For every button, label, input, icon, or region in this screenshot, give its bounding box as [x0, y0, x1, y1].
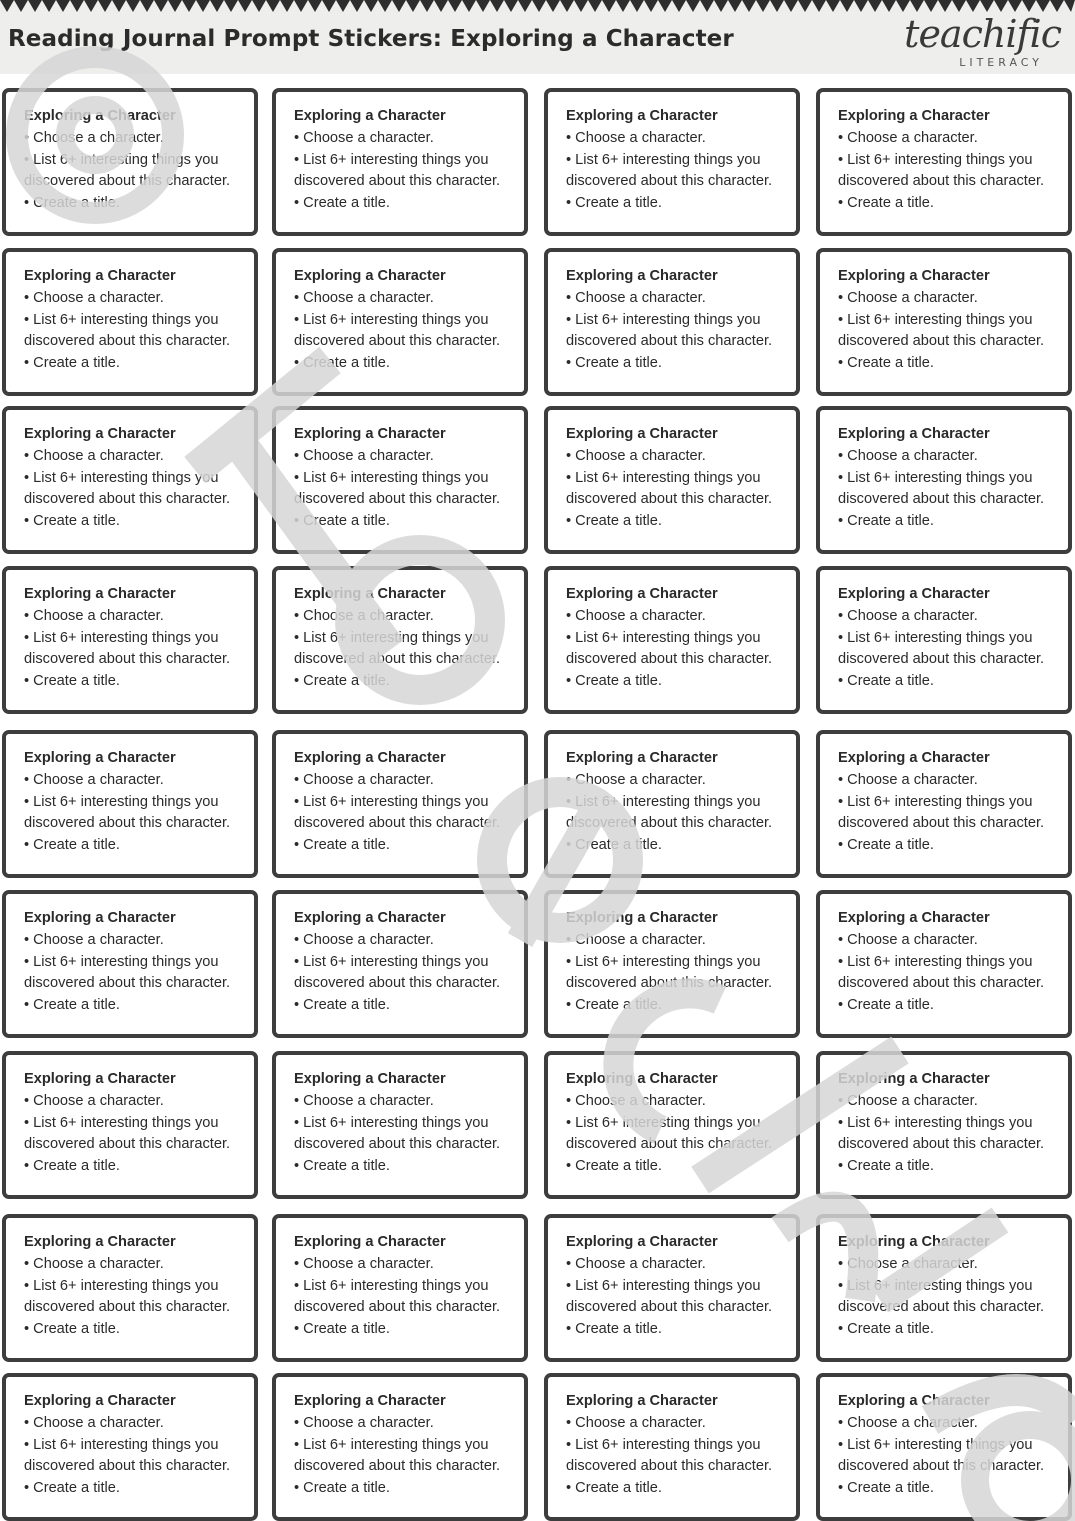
sticker-content — [24, 1069, 248, 1178]
sticker-line: • List 6+ interesting things you — [838, 953, 1033, 970]
sticker-line: • Create a title. — [294, 837, 390, 854]
sticker-card — [544, 406, 800, 554]
sticker-line: • Create a title. — [24, 195, 120, 212]
sticker-title: Exploring a Character — [566, 1071, 718, 1087]
sticker-title: Exploring a Character — [838, 1234, 990, 1250]
sticker-content — [838, 1069, 1062, 1178]
sticker-line: • Choose a character. — [566, 1414, 706, 1431]
sticker-line: • Create a title. — [838, 355, 934, 372]
sticker-title: Exploring a Character — [24, 910, 176, 926]
sticker-line: • Choose a character. — [566, 771, 706, 788]
sticker-line: • List 6+ interesting things you — [566, 311, 761, 328]
sticker-title: Exploring a Character — [838, 586, 990, 602]
sticker-line: • Create a title. — [294, 1480, 390, 1497]
sticker-line: • Choose a character. — [294, 129, 434, 146]
sticker-title: Exploring a Character — [294, 426, 446, 442]
sticker-content — [294, 1232, 518, 1341]
sticker-content — [294, 1391, 518, 1500]
sticker-line: • Choose a character. — [838, 1255, 978, 1272]
sticker-content — [566, 1391, 790, 1500]
sticker-line: • Create a title. — [294, 1321, 390, 1338]
sticker-line: • List 6+ interesting things you — [838, 1114, 1033, 1131]
sticker-title: Exploring a Character — [294, 1071, 446, 1087]
sticker-title: Exploring a Character — [838, 750, 990, 766]
sticker-line: discovered about this character. — [566, 491, 773, 508]
sticker-card — [544, 566, 800, 714]
sticker-line: • List 6+ interesting things you — [24, 953, 219, 970]
sticker-line: discovered about this character. — [838, 815, 1045, 832]
sticker-line: • Choose a character. — [24, 607, 164, 624]
sticker-line: • List 6+ interesting things you — [566, 629, 761, 646]
sticker-title: Exploring a Character — [294, 108, 446, 124]
sticker-line: • Choose a character. — [838, 289, 978, 306]
sticker-card — [544, 248, 800, 396]
sticker-line: • List 6+ interesting things you — [24, 1436, 219, 1453]
sticker-line: • Choose a character. — [24, 1255, 164, 1272]
sticker-card — [2, 88, 258, 236]
sticker-line: • Choose a character. — [294, 607, 434, 624]
sticker-line: discovered about this character. — [566, 333, 773, 350]
sticker-content — [838, 748, 1062, 857]
sticker-card — [2, 1373, 258, 1521]
sticker-line: discovered about this character. — [24, 491, 231, 508]
sticker-title: Exploring a Character — [24, 108, 176, 124]
sticker-line: • Create a title. — [24, 1480, 120, 1497]
sticker-line: • Choose a character. — [838, 607, 978, 624]
sticker-line: discovered about this character. — [24, 975, 231, 992]
sticker-line: • Create a title. — [566, 1158, 662, 1175]
sticker-line: • List 6+ interesting things you — [566, 953, 761, 970]
sticker-line: • Create a title. — [566, 195, 662, 212]
sticker-card — [816, 730, 1072, 878]
sticker-line: discovered about this character. — [294, 1299, 501, 1316]
sticker-line: • Choose a character. — [566, 447, 706, 464]
sticker-content — [294, 584, 518, 693]
sticker-line: • Create a title. — [24, 997, 120, 1014]
sticker-line: • List 6+ interesting things you — [294, 1277, 489, 1294]
sticker-line: • Create a title. — [838, 1480, 934, 1497]
sticker-line: • List 6+ interesting things you — [24, 629, 219, 646]
sticker-content — [566, 106, 790, 215]
sticker-line: discovered about this character. — [294, 651, 501, 668]
sticker-line: • List 6+ interesting things you — [566, 793, 761, 810]
sticker-line: discovered about this character. — [838, 491, 1045, 508]
sticker-line: discovered about this character. — [294, 975, 501, 992]
sticker-line: • Create a title. — [566, 355, 662, 372]
sticker-line: • Choose a character. — [566, 931, 706, 948]
sticker-line: • Create a title. — [838, 673, 934, 690]
sticker-card — [816, 88, 1072, 236]
sticker-content — [838, 1232, 1062, 1341]
sticker-line: • List 6+ interesting things you — [838, 151, 1033, 168]
sticker-line: discovered about this character. — [566, 173, 773, 190]
sticker-content — [24, 106, 248, 215]
sticker-title: Exploring a Character — [838, 108, 990, 124]
sticker-line: • Choose a character. — [294, 1414, 434, 1431]
sticker-line: discovered about this character. — [294, 815, 501, 832]
sticker-line: discovered about this character. — [566, 815, 773, 832]
sticker-card — [272, 88, 528, 236]
sticker-card — [816, 1214, 1072, 1362]
brand-name: teachific — [904, 12, 1061, 56]
sticker-title: Exploring a Character — [566, 1393, 718, 1409]
sticker-content — [566, 1232, 790, 1341]
sticker-line: discovered about this character. — [294, 333, 501, 350]
sticker-title: Exploring a Character — [566, 426, 718, 442]
sticker-card — [272, 890, 528, 1038]
sticker-title: Exploring a Character — [294, 750, 446, 766]
sticker-line: • Choose a character. — [24, 129, 164, 146]
page-title: Reading Journal Prompt Stickers: Exploring a Character — [8, 26, 734, 52]
sticker-title: Exploring a Character — [24, 750, 176, 766]
sticker-title: Exploring a Character — [294, 910, 446, 926]
sticker-title: Exploring a Character — [838, 426, 990, 442]
sticker-line: • Create a title. — [838, 1158, 934, 1175]
sticker-line: • List 6+ interesting things you — [566, 1277, 761, 1294]
sticker-card — [816, 566, 1072, 714]
sticker-line: • Choose a character. — [24, 931, 164, 948]
sticker-card — [2, 406, 258, 554]
sticker-line: • Create a title. — [294, 355, 390, 372]
sticker-line: • Create a title. — [24, 1321, 120, 1338]
sticker-title: Exploring a Character — [24, 268, 176, 284]
sticker-line: • Create a title. — [566, 1480, 662, 1497]
sticker-line: discovered about this character. — [24, 1458, 231, 1475]
sticker-title: Exploring a Character — [294, 1234, 446, 1250]
sticker-content — [294, 1069, 518, 1178]
sticker-content — [294, 106, 518, 215]
sticker-line: • List 6+ interesting things you — [294, 469, 489, 486]
sticker-content — [24, 1391, 248, 1500]
sticker-line: discovered about this character. — [24, 1136, 231, 1153]
sticker-line: • Choose a character. — [294, 289, 434, 306]
sticker-content — [838, 266, 1062, 375]
sticker-line: • List 6+ interesting things you — [294, 1436, 489, 1453]
sticker-content — [24, 748, 248, 857]
sticker-line: • Choose a character. — [566, 1255, 706, 1272]
sticker-grid — [0, 86, 1075, 1521]
sticker-line: • List 6+ interesting things you — [294, 953, 489, 970]
sticker-title: Exploring a Character — [294, 586, 446, 602]
sticker-line: • Create a title. — [566, 513, 662, 530]
sticker-line: • Choose a character. — [294, 771, 434, 788]
sticker-line: • List 6+ interesting things you — [838, 469, 1033, 486]
sticker-content — [294, 748, 518, 857]
sticker-content — [838, 106, 1062, 215]
sticker-card — [2, 248, 258, 396]
sticker-title: Exploring a Character — [838, 1071, 990, 1087]
sticker-content — [838, 584, 1062, 693]
sticker-card — [816, 248, 1072, 396]
sticker-line: • List 6+ interesting things you — [24, 311, 219, 328]
sticker-line: • List 6+ interesting things you — [838, 793, 1033, 810]
sticker-card — [2, 890, 258, 1038]
sticker-card — [2, 566, 258, 714]
sticker-content — [566, 1069, 790, 1178]
sticker-content — [566, 584, 790, 693]
sticker-content — [566, 424, 790, 533]
sticker-line: discovered about this character. — [24, 1299, 231, 1316]
sticker-content — [566, 266, 790, 375]
sticker-line: discovered about this character. — [838, 1299, 1045, 1316]
sticker-line: • List 6+ interesting things you — [24, 1114, 219, 1131]
sticker-line: • Create a title. — [294, 1158, 390, 1175]
sticker-card — [816, 406, 1072, 554]
sticker-line: • Choose a character. — [24, 1414, 164, 1431]
sticker-content — [294, 266, 518, 375]
sticker-content — [294, 424, 518, 533]
sticker-line: discovered about this character. — [294, 1458, 501, 1475]
sticker-line: • List 6+ interesting things you — [294, 311, 489, 328]
sticker-card — [2, 1214, 258, 1362]
sticker-title: Exploring a Character — [24, 1393, 176, 1409]
sticker-line: • Create a title. — [838, 513, 934, 530]
brand-logo — [901, 14, 1061, 74]
sticker-line: • Choose a character. — [838, 1414, 978, 1431]
sticker-line: • Create a title. — [24, 513, 120, 530]
sticker-line: discovered about this character. — [838, 975, 1045, 992]
sticker-line: discovered about this character. — [566, 975, 773, 992]
sticker-line: • List 6+ interesting things you — [566, 469, 761, 486]
sticker-line: • Choose a character. — [838, 1092, 978, 1109]
sticker-line: • Create a title. — [294, 195, 390, 212]
sticker-card — [272, 730, 528, 878]
sticker-line: discovered about this character. — [566, 1458, 773, 1475]
sticker-title: Exploring a Character — [566, 910, 718, 926]
sticker-line: • Choose a character. — [838, 447, 978, 464]
sticker-card — [2, 730, 258, 878]
sticker-line: • List 6+ interesting things you — [838, 1436, 1033, 1453]
sticker-card — [544, 1051, 800, 1199]
sticker-line: • List 6+ interesting things you — [838, 1277, 1033, 1294]
sticker-line: discovered about this character. — [838, 651, 1045, 668]
sticker-title: Exploring a Character — [566, 750, 718, 766]
sticker-line: discovered about this character. — [24, 651, 231, 668]
sticker-card — [272, 1373, 528, 1521]
page-header — [0, 14, 1075, 74]
sticker-line: • Choose a character. — [838, 771, 978, 788]
sticker-content — [838, 908, 1062, 1017]
sticker-title: Exploring a Character — [838, 1393, 990, 1409]
sticker-title: Exploring a Character — [294, 268, 446, 284]
sticker-line: • Create a title. — [24, 673, 120, 690]
sticker-content — [24, 584, 248, 693]
sticker-line: • Choose a character. — [838, 129, 978, 146]
sticker-line: • List 6+ interesting things you — [838, 311, 1033, 328]
sticker-card — [272, 1214, 528, 1362]
sticker-line: discovered about this character. — [838, 1458, 1045, 1475]
sticker-line: • List 6+ interesting things you — [838, 629, 1033, 646]
sticker-title: Exploring a Character — [838, 910, 990, 926]
sticker-line: • List 6+ interesting things you — [294, 793, 489, 810]
sticker-line: • List 6+ interesting things you — [24, 1277, 219, 1294]
sticker-line: • Choose a character. — [24, 1092, 164, 1109]
sticker-line: discovered about this character. — [566, 651, 773, 668]
sticker-line: • Create a title. — [838, 195, 934, 212]
sticker-line: • Create a title. — [566, 837, 662, 854]
sticker-line: • Choose a character. — [24, 447, 164, 464]
sticker-line: • Create a title. — [24, 837, 120, 854]
sticker-card — [272, 1051, 528, 1199]
sticker-content — [24, 266, 248, 375]
sticker-line: discovered about this character. — [294, 1136, 501, 1153]
sticker-line: • Create a title. — [294, 513, 390, 530]
sticker-line: • Create a title. — [24, 355, 120, 372]
sticker-content — [566, 908, 790, 1017]
sticker-title: Exploring a Character — [566, 586, 718, 602]
sticker-line: discovered about this character. — [566, 1299, 773, 1316]
sticker-card — [272, 248, 528, 396]
sticker-line: discovered about this character. — [838, 173, 1045, 190]
sticker-line: • Create a title. — [566, 997, 662, 1014]
sticker-card — [544, 88, 800, 236]
sticker-content — [294, 908, 518, 1017]
brand-sub: LITERACY — [959, 56, 1043, 69]
sticker-line: discovered about this character. — [566, 1136, 773, 1153]
sticker-card — [2, 1051, 258, 1199]
sticker-card — [272, 566, 528, 714]
sticker-line: • List 6+ interesting things you — [566, 1114, 761, 1131]
sticker-title: Exploring a Character — [24, 1071, 176, 1087]
sticker-line: • Choose a character. — [294, 931, 434, 948]
sticker-card — [544, 890, 800, 1038]
sticker-line: discovered about this character. — [24, 333, 231, 350]
sticker-card — [544, 1373, 800, 1521]
sticker-line: • Choose a character. — [566, 607, 706, 624]
sticker-line: • Create a title. — [566, 673, 662, 690]
sticker-line: • List 6+ interesting things you — [24, 151, 219, 168]
sticker-line: • Choose a character. — [294, 1092, 434, 1109]
sticker-line: discovered about this character. — [24, 815, 231, 832]
sticker-line: • Choose a character. — [566, 289, 706, 306]
sticker-line: • Choose a character. — [838, 931, 978, 948]
sticker-line: • Choose a character. — [294, 1255, 434, 1272]
sticker-line: • Create a title. — [838, 1321, 934, 1338]
sticker-line: discovered about this character. — [838, 333, 1045, 350]
sticker-line: • Create a title. — [838, 837, 934, 854]
sticker-line: discovered about this character. — [294, 173, 501, 190]
sticker-line: discovered about this character. — [294, 491, 501, 508]
sticker-card — [816, 1373, 1072, 1521]
sticker-line: • List 6+ interesting things you — [24, 469, 219, 486]
sticker-line: • Create a title. — [294, 997, 390, 1014]
sticker-line: • Create a title. — [294, 673, 390, 690]
sticker-title: Exploring a Character — [294, 1393, 446, 1409]
sticker-line: • List 6+ interesting things you — [24, 793, 219, 810]
sticker-title: Exploring a Character — [24, 1234, 176, 1250]
sticker-line: • List 6+ interesting things you — [566, 151, 761, 168]
sticker-content — [838, 424, 1062, 533]
sticker-title: Exploring a Character — [838, 268, 990, 284]
sticker-content — [838, 1391, 1062, 1500]
sticker-line: • List 6+ interesting things you — [294, 151, 489, 168]
sticker-line: • List 6+ interesting things you — [566, 1436, 761, 1453]
sticker-content — [24, 424, 248, 533]
sticker-title: Exploring a Character — [566, 108, 718, 124]
sticker-card — [544, 1214, 800, 1362]
sticker-content — [24, 1232, 248, 1341]
sticker-line: • Choose a character. — [566, 1092, 706, 1109]
sticker-line: • Choose a character. — [24, 771, 164, 788]
sticker-content — [566, 748, 790, 857]
sticker-card — [544, 730, 800, 878]
sticker-line: • Choose a character. — [566, 129, 706, 146]
sticker-title: Exploring a Character — [566, 1234, 718, 1250]
sticker-line: • Create a title. — [24, 1158, 120, 1175]
sticker-title: Exploring a Character — [24, 586, 176, 602]
sticker-title: Exploring a Character — [24, 426, 176, 442]
sticker-line: • List 6+ interesting things you — [294, 629, 489, 646]
sticker-card — [272, 406, 528, 554]
sticker-line: • Choose a character. — [24, 289, 164, 306]
sticker-title: Exploring a Character — [566, 268, 718, 284]
sticker-line: discovered about this character. — [24, 173, 231, 190]
sticker-card — [816, 890, 1072, 1038]
sticker-line: • Create a title. — [566, 1321, 662, 1338]
sticker-line: • Create a title. — [838, 997, 934, 1014]
sticker-line: • List 6+ interesting things you — [294, 1114, 489, 1131]
sticker-content — [24, 908, 248, 1017]
sticker-card — [816, 1051, 1072, 1199]
sticker-line: • Choose a character. — [294, 447, 434, 464]
sticker-line: discovered about this character. — [838, 1136, 1045, 1153]
